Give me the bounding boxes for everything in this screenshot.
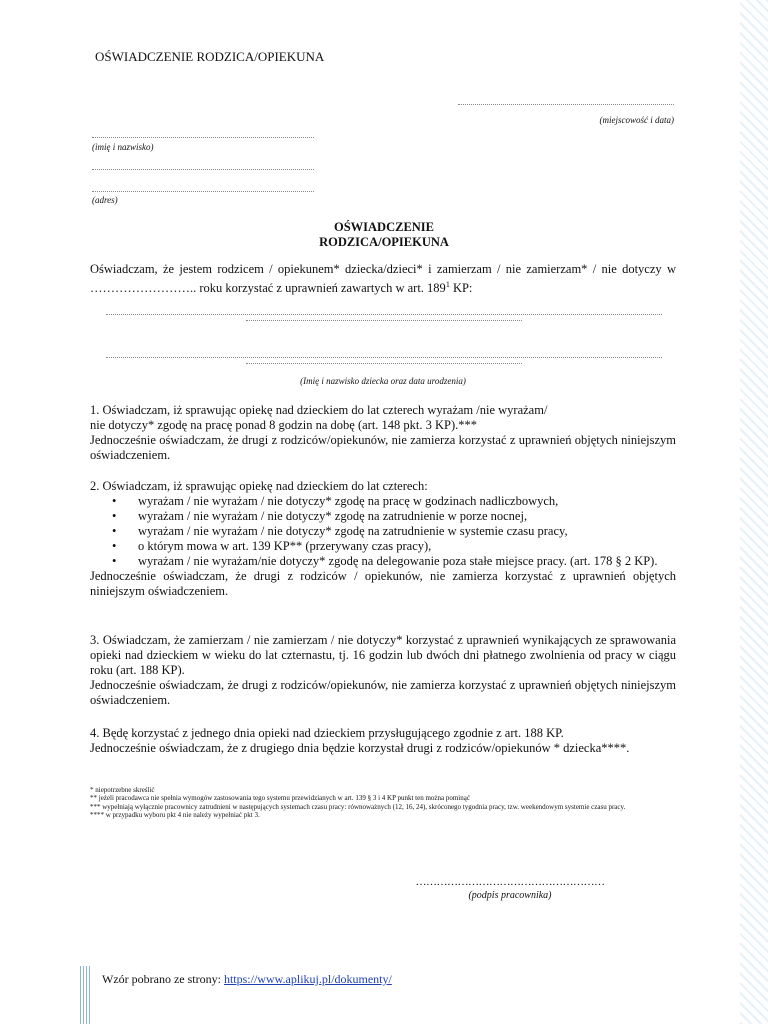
- signature-label: (podpis pracownika): [468, 890, 552, 901]
- section-1-line-3: Jednocześnie oświadczam, że drugi z rodziców/opiekunów, nie zamierza korzystać z uprawnień objętych niniejszym oświadczeniem.: [90, 433, 676, 462]
- header-title: OŚWIADCZENIE RODZICA/OPIEKUNA: [95, 49, 325, 64]
- section-2-closing: Jednocześnie oświadczam, że drugi z rodziców / opiekunów, nie zamierza korzystać z uprawnień objętych niniejszym oświadczeniem.: [90, 569, 676, 598]
- name-line: [92, 137, 314, 138]
- footnotes: [90, 786, 670, 820]
- section-3-text: 3. Oświadczam, że zamierzam / nie zamierzam / nie dotyczy* korzystać z uprawnień wynikających ze sprawowania opieki nad dzieckiem w wieku do lat czternastu, tj. 16 godzin lub dwóch dni płatnego zwolnienia od pracy w ciągu roku (art. 188 KP).: [90, 633, 676, 677]
- left-decorative-bars: [80, 966, 90, 1024]
- address-line-1: [92, 169, 314, 170]
- source-link[interactable]: https://www.aplikuj.pl/dokumenty/: [223, 972, 392, 986]
- child-label: (Imię i nazwisko dziecka oraz data urodzenia): [300, 376, 466, 386]
- section-4-line-2: Jednocześnie oświadczam, że z drugiego dnia będzie korzystał drugi z rodziców/opiekunów * dziecka****.: [90, 741, 630, 755]
- footnote: *** wypełniają wyłącznie pracownicy zatrudnieni w następujących systemach czasu pracy: równoważnych (12, 16, 24), skróconego tygodnia pracy, tzw. weekendowym systemie czasu pracy.: [90, 802, 626, 811]
- section-1: [90, 403, 676, 463]
- section-1-line-1: 1. Oświadczam, iż sprawując opiekę nad dzieckiem do lat czterech wyrażam /nie wyrażam/: [90, 403, 548, 417]
- place-date-line: [458, 104, 674, 105]
- section-2-intro: 2. Oświadczam, iż sprawując opiekę nad dzieckiem do lat czterech:: [90, 479, 428, 493]
- footnote: **** w przypadku wyboru pkt 4 nie należy wypełniać pkt 3.: [90, 811, 260, 820]
- signature-dots: ………………………………………………: [415, 876, 605, 888]
- source-footer: [102, 972, 392, 987]
- statement-title-line2: RODZICA/OPIEKUNA: [319, 235, 449, 249]
- footnote: ** jeżeli pracodawca nie spełnia wymogów zastosowania tego systemu przewidzianych w art. 139 § 3 i 4 KP punkt ten można pominąć: [90, 794, 470, 803]
- intro-superscript: 1: [445, 280, 450, 289]
- bullet-item: • wyrażam / nie wyrażam / nie dotyczy* zgodę na pracę w godzinach nadliczbowych,: [90, 494, 676, 509]
- child-line-1a: [106, 314, 662, 315]
- bullet-item: • o którym mowa w art. 139 KP** (przerywany czas pracy),: [90, 539, 676, 554]
- bullet-item: • wyrażam / nie wyrażam / nie dotyczy* zgodę na zatrudnienie w systemie czasu pracy,: [90, 524, 676, 539]
- section-4-line-1: 4. Będę korzystać z jednego dnia opieki nad dzieckiem przysługującego zgodnie z art. 188 KP.: [90, 726, 564, 740]
- place-date-label: (miejscowość i data): [599, 115, 674, 125]
- name-label: (imię i nazwisko): [92, 142, 154, 152]
- address-label: (adres): [92, 195, 118, 205]
- section-3: [90, 633, 676, 708]
- address-line-2: [92, 191, 314, 192]
- intro-text-end: KP:: [449, 281, 473, 296]
- page-edge-pattern: [740, 0, 768, 1024]
- bullet-item: • wyrażam / nie wyrażam/nie dotyczy* zgodę na delegowanie poza stałe miejsce pracy. (art. 178 § 2 KP).: [90, 554, 676, 569]
- section-2: [90, 479, 676, 599]
- child-line-2a: [106, 357, 662, 358]
- source-prefix: Wzór pobrano ze strony:: [102, 972, 224, 986]
- child-line-2b: [246, 363, 522, 364]
- signature-block: [410, 876, 610, 901]
- section-3-closing: Jednocześnie oświadczam, że drugi z rodziców/opiekunów, nie zamierza korzystać z uprawnień objętych niniejszym oświadczeniem.: [90, 678, 676, 707]
- intro-paragraph: [90, 262, 676, 296]
- intro-text: Oświadczam, że jestem rodzicem / opiekunem* dziecka/dzieci* i zamierzam / nie zamierzam* / nie dotyczy w …………………….. roku korzystać z uprawnień zawartych w art. 189: [90, 262, 676, 296]
- section-1-line-2: nie dotyczy* zgodę na pracę ponad 8 godzin na dobę (art. 148 pkt. 3 KP).***: [90, 418, 478, 432]
- section-2-bullet-list: [90, 494, 676, 569]
- bullet-item: • wyrażam / nie wyrażam / nie dotyczy* zgodę na zatrudnienie w porze nocnej,: [90, 509, 676, 524]
- footnote: * niepotrzebne skreślić: [90, 786, 155, 794]
- statement-title-line1: OŚWIADCZENIE: [333, 220, 435, 234]
- child-line-1b: [246, 320, 522, 321]
- section-4: [90, 726, 676, 756]
